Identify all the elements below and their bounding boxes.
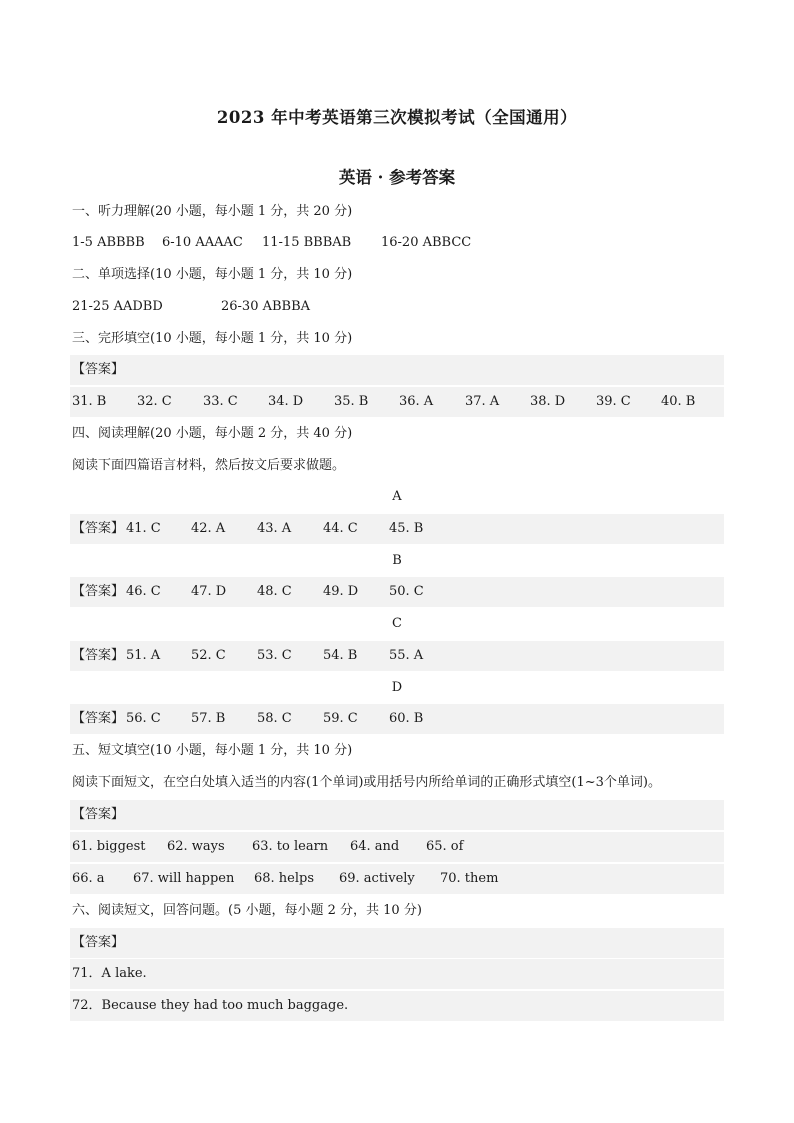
answer-label: 【答案】 <box>72 648 125 663</box>
passage-letter: C <box>392 616 402 631</box>
answer-label: 【答案】 <box>72 584 125 599</box>
passage-letter: B <box>392 553 402 568</box>
answer-item: 61. biggest <box>72 839 146 854</box>
answer-group: 1-5 ABBBB <box>72 235 145 250</box>
answer-item: 54. B <box>323 648 358 663</box>
answer-item: 59. C <box>323 711 358 726</box>
answer-item: 50. C <box>389 584 424 599</box>
answer-label: 【答案】 <box>72 362 125 377</box>
section-4-instruction: 阅读下面四篇语言材料，然后按文后要求做题。 <box>72 458 346 473</box>
section-6-answer-71 <box>70 959 724 989</box>
answer-item: 63. to learn <box>252 839 329 854</box>
section-6-answer-72 <box>70 991 724 1021</box>
answer-item: 64. and <box>350 839 400 854</box>
answer-item: 55. A <box>389 648 424 663</box>
answer-item: 60. B <box>389 711 424 726</box>
answer-item: 62. ways <box>167 839 225 854</box>
answer-item: 40. B <box>661 394 696 409</box>
section-2-heading: 二、单项选择(10 小题，每小题 1 分，共 10 分) <box>72 267 353 282</box>
answer-item: 35. B <box>334 394 369 409</box>
answer-group: 6-10 AAAAC <box>162 235 243 250</box>
answer-item: 41. C <box>126 521 161 536</box>
answer-label: 【答案】 <box>72 807 125 822</box>
answer-item: 68. helps <box>254 871 315 886</box>
section-5-instruction: 阅读下面短文，在空白处填入适当的内容(1个单词)或用括号内所给单词的正确形式填空(1~3个单词)。 <box>72 775 661 790</box>
answer-item: 70. them <box>440 871 499 886</box>
answer-item: 39. C <box>596 394 631 409</box>
answer-item: 72．Because they had too much baggage. <box>72 998 349 1013</box>
section-1-answers <box>70 228 724 258</box>
section-3-answers <box>70 387 724 417</box>
section-2-answers <box>70 292 724 322</box>
answer-item: 47. D <box>191 584 227 599</box>
answer-label: 【答案】 <box>72 711 125 726</box>
answer-group: 16-20 ABBCC <box>381 235 472 250</box>
answer-group: 21-25 AADBD <box>72 299 163 314</box>
answer-item: 38. D <box>530 394 566 409</box>
section-4-heading: 四、阅读理解(20 小题，每小题 2 分，共 40 分) <box>72 426 353 441</box>
section-6-answer-label <box>70 928 724 958</box>
answer-item: 71．A lake. <box>72 966 147 981</box>
answer-item: 56. C <box>126 711 161 726</box>
answer-item: 44. C <box>323 521 358 536</box>
passage-d-answers <box>70 704 724 734</box>
section-5-heading: 五、短文填空(10 小题，每小题 1 分，共 10 分) <box>72 743 353 758</box>
answer-item: 46. C <box>126 584 161 599</box>
answer-item: 43. A <box>257 521 292 536</box>
section-3-answer-label <box>70 355 724 385</box>
passage-letter: A <box>392 489 402 504</box>
answer-item: 49. D <box>323 584 359 599</box>
passage-b-answers <box>70 577 724 607</box>
answer-item: 45. B <box>389 521 424 536</box>
answer-item: 53. C <box>257 648 292 663</box>
answer-item: 34. D <box>268 394 304 409</box>
section-3-heading: 三、完形填空(10 小题，每小题 1 分，共 10 分) <box>72 331 353 346</box>
answer-item: 48. C <box>257 584 292 599</box>
passage-a-answers <box>70 514 724 544</box>
answer-label: 【答案】 <box>72 935 125 950</box>
answer-item: 36. A <box>399 394 434 409</box>
answer-item: 57. B <box>191 711 226 726</box>
passage-c-answers <box>70 641 724 671</box>
answer-item: 58. C <box>257 711 292 726</box>
document-title: 2023 年中考英语第三次模拟考试（全国通用） <box>216 108 578 127</box>
answer-item: 37. A <box>465 394 500 409</box>
answer-item: 31. B <box>72 394 107 409</box>
answer-item: 66. a <box>72 871 105 886</box>
answer-item: 52. C <box>191 648 226 663</box>
answer-item: 67. will happen <box>133 871 235 886</box>
document-subtitle: 英语 · 参考答案 <box>338 168 456 187</box>
section-5-answers-row-1 <box>70 832 724 862</box>
answer-item: 42. A <box>191 521 226 536</box>
answer-item: 69. actively <box>339 871 415 886</box>
passage-letter: D <box>391 680 403 695</box>
answer-label: 【答案】 <box>72 521 125 536</box>
answer-item: 32. C <box>137 394 172 409</box>
section-1-heading: 一、听力理解(20 小题，每小题 1 分，共 20 分) <box>72 204 353 219</box>
answer-item: 33. C <box>203 394 238 409</box>
answer-item: 51. A <box>126 648 161 663</box>
answer-group: 26-30 ABBBA <box>221 299 311 314</box>
section-6-heading: 六、阅读短文，回答问题。(5 小题，每小题 2 分，共 10 分) <box>72 903 422 918</box>
section-5-answers-row-2 <box>70 864 724 894</box>
section-5-answer-label <box>70 800 724 830</box>
answer-item: 65. of <box>426 839 464 854</box>
answer-group: 11-15 BBBAB <box>262 235 352 250</box>
